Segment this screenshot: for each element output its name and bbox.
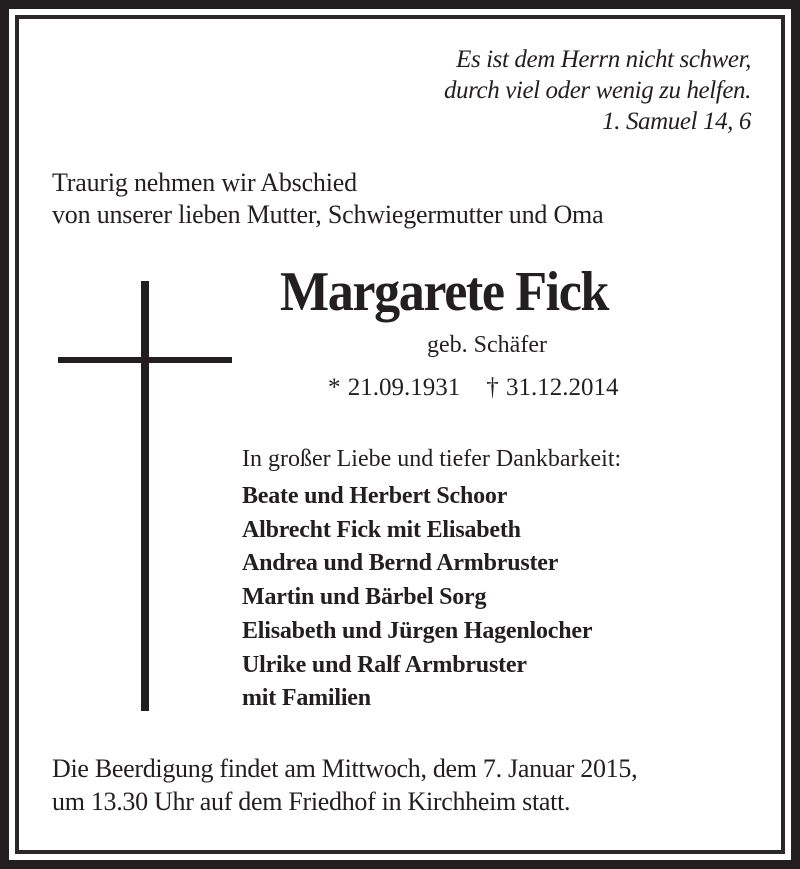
mourner-entry: Martin und Bärbel Sorg — [242, 584, 487, 611]
mourner-entry: Ulrike und Ralf Armbruster — [242, 651, 527, 678]
funeral-line: um 13.30 Uhr auf dem Friedhof in Kirchheim statt. — [52, 787, 571, 816]
verse-line: durch viel oder wenig zu helfen. — [443, 77, 751, 104]
birth-date: * 21.09.1931 — [328, 374, 461, 401]
intro-line: von unserer lieben Mutter, Schwiegermutter und Oma — [52, 200, 604, 229]
birth-name: geb. Schäfer — [427, 332, 547, 358]
intro-text — [52, 167, 603, 231]
life-dates — [328, 372, 619, 404]
mourner-entry: Andrea und Bernd Armbruster — [242, 550, 559, 577]
mourner-entry: Beate und Herbert Schoor — [242, 483, 508, 509]
funeral-info — [52, 752, 637, 818]
intro-line: Traurig nehmen wir Abschied — [52, 168, 357, 197]
obituary-notice — [15, 15, 785, 854]
mourners-list — [242, 480, 592, 716]
verse-line: Es ist dem Herrn nicht schwer, — [456, 46, 751, 73]
mourner-entry: mit Familien — [242, 685, 371, 712]
deceased-name: Margarete Fick — [280, 261, 608, 323]
bible-verse — [444, 44, 751, 137]
funeral-line: Die Beerdigung findet am Mittwoch, dem 7. Januar 2015, — [52, 754, 638, 783]
mourner-entry: Albrecht Fick mit Elisabeth — [242, 516, 521, 543]
mourners-heading: In großer Liebe und tiefer Dankbarkeit: — [242, 446, 622, 472]
verse-reference: 1. Samuel 14, 6 — [602, 108, 751, 135]
death-date: † 31.12.2014 — [486, 374, 619, 401]
mourner-entry: Elisabeth und Jürgen Hagenlocher — [242, 617, 593, 644]
